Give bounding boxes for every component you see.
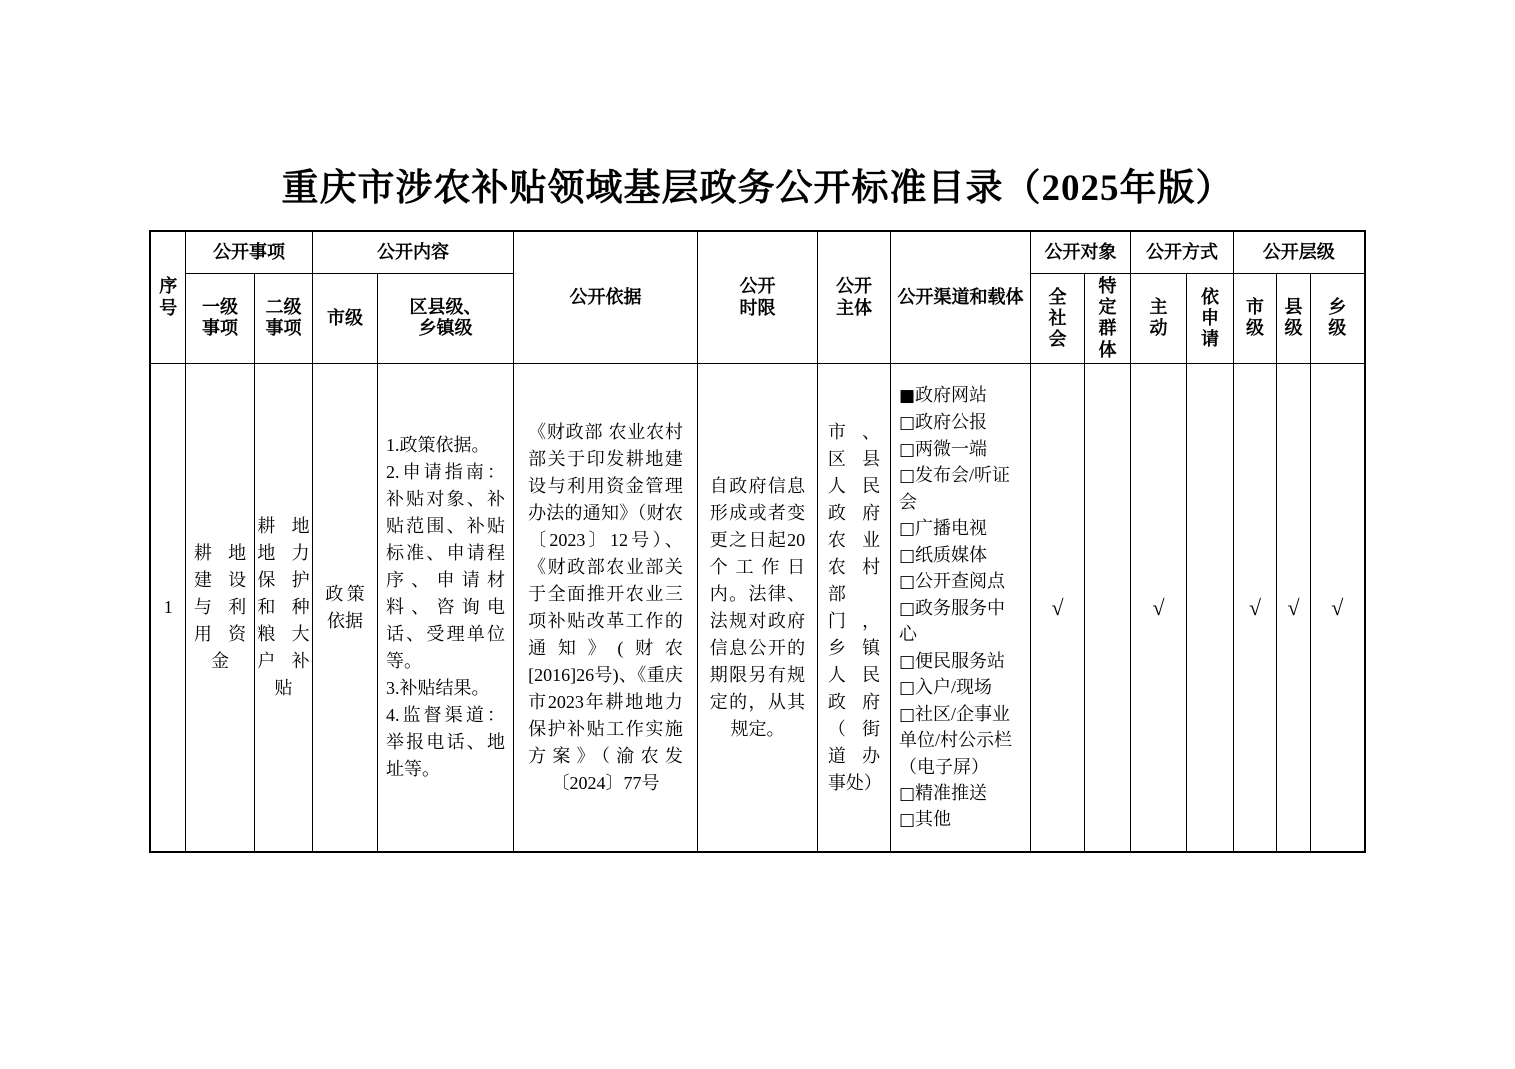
header-seq-label: 序号 [159,276,178,318]
channel-label: 纸质媒体 [915,544,988,565]
channel-label: 政府网站 [915,385,988,406]
channel-label: 社区/企事业单位/村公示栏（电子屏） [898,703,1012,777]
header-group-items: 公开事项 [185,231,312,273]
header-group-method: 公开方式 [1130,231,1233,273]
checkbox-unchecked-icon: □ [898,439,916,460]
header-row-1 [150,231,1364,273]
table-row [150,363,1364,852]
checkbox-unchecked-icon: □ [898,678,916,699]
cell-basis [513,363,697,852]
channel-label: 入户/现场 [915,677,993,698]
checkbox-unchecked-icon: □ [898,704,916,725]
mark-proactive: √ [1130,363,1186,852]
channel-item [899,382,1022,409]
mark-all-society: √ [1030,363,1084,852]
channel-item [899,568,1022,595]
header-all-society-label: 全社会 [1048,286,1067,349]
mark-tier-city: √ [1233,363,1276,852]
header-specific-groups-label: 特定群体 [1098,275,1117,360]
channel-item [899,780,1022,807]
cell-time-limit [697,363,817,852]
channel-label: 广播电视 [915,517,988,538]
channel-item [899,648,1022,675]
cell-subject-text: 市、区县人民政府农业农村部门，乡镇人民政府（街道办事处） [827,421,882,793]
cell-channels [890,363,1030,852]
checkbox-unchecked-icon: □ [898,412,916,433]
cell-county-content [377,363,513,852]
channel-item [899,806,1022,833]
checkbox-unchecked-icon: □ [898,545,916,566]
header-level1-label: 一级事项 [201,297,238,339]
disclosure-standards-table [149,230,1365,853]
header-on-request [1186,273,1233,363]
channel-label: 政务服务中心 [898,597,1006,645]
channel-label: 公开查阅点 [915,571,1006,592]
header-time-limit [697,231,817,363]
page-title: 重庆市涉农补贴领域基层政务公开标准目录（2025年版） [281,168,1234,209]
header-group-content: 公开内容 [312,231,513,273]
cell-level2-text: 耕地地力保护和种粮大户补贴 [257,516,310,699]
county-content-item: 4.监督渠道：举报电话、地址等。 [385,705,505,780]
header-group-tier: 公开层级 [1233,231,1364,273]
header-specific-groups [1084,273,1130,363]
channel-label: 两微一端 [915,438,988,459]
header-level2-label: 二级事项 [265,297,302,339]
county-content-item: 1.政策依据。 [385,435,490,456]
channel-label: 便民服务站 [915,650,1006,671]
channel-item [899,409,1022,436]
header-tier-city [1233,273,1276,363]
checkbox-unchecked-icon: □ [898,783,916,804]
checkbox-unchecked-icon: □ [898,572,916,593]
document-page [0,167,1515,853]
channel-item [899,515,1022,542]
channel-item [899,674,1022,701]
header-city-level: 市级 [312,273,377,363]
header-tier-township [1310,273,1364,363]
header-seq [150,231,185,363]
channel-item [899,462,1022,515]
cell-seq: 1 [150,363,185,852]
header-group-audience: 公开对象 [1030,231,1130,273]
header-basis: 公开依据 [513,231,697,363]
mark-specific-groups [1084,363,1130,852]
channel-label: 政府公报 [915,411,988,432]
mark-tier-county: √ [1276,363,1310,852]
header-level1 [185,273,254,363]
cell-time-limit-text: 自政府信息形成或者变更之日起20个工作日内。法律、法规对政府信息公开的期限另有规定的，从其规定。 [709,475,806,739]
header-level2 [254,273,312,363]
cell-city-content [312,363,377,852]
header-tier-township-label: 乡级 [1328,297,1347,339]
header-time-limit-label: 公开时限 [739,276,776,318]
checkbox-unchecked-icon: □ [898,651,916,672]
checkbox-unchecked-icon: □ [898,466,916,487]
channel-item [899,701,1022,780]
cell-level1-text: 耕地建设与利用资金 [193,543,247,672]
header-proactive [1130,273,1186,363]
header-county-township-level [377,273,513,363]
cell-basis-text: 《财政部 农业农村部关于印发耕地建设与利用资金管理办法的通知》（财农〔2023〕12号）、《财政部农业部关于全面推开农业三项补贴改革工作的通知》(财农[2016]26号)、《重庆市2023年耕地地力保护补贴工作实施方案》（渝农发〔2024〕77号 [528,421,683,793]
checkbox-checked-icon: ■ [898,386,916,407]
header-tier-county [1276,273,1310,363]
header-on-request-label: 依申请 [1200,286,1219,349]
cell-level2 [254,363,312,852]
channel-item [899,595,1022,648]
checkbox-unchecked-icon: □ [898,518,916,539]
channel-item [899,542,1022,569]
mark-tier-township: √ [1310,363,1364,852]
header-tier-city-label: 市级 [1245,297,1264,339]
county-content-item: 2.申请指南：补贴对象、补贴范围、补贴标准、申请程序、申请材料、咨询电话、受理单位等。 [385,462,505,672]
cell-level1 [185,363,254,852]
county-content-item: 3.补贴结果。 [385,678,490,699]
mark-on-request [1186,363,1233,852]
header-county-township-label: 区县级、乡镇级 [409,297,482,339]
cell-subject [817,363,890,852]
channel-label: 发布会/听证会 [898,465,1011,512]
cell-city-content-text: 政策依据 [325,583,365,631]
channel-item [899,436,1022,463]
header-channels: 公开渠道和载体 [890,231,1030,363]
header-proactive-label: 主动 [1149,297,1168,339]
channel-label: 其他 [915,809,952,830]
header-subject-label: 公开主体 [835,276,872,318]
header-tier-county-label: 县级 [1284,297,1303,339]
header-all-society [1030,273,1084,363]
header-subject [817,231,890,363]
channel-label: 精准推送 [915,782,988,803]
checkbox-unchecked-icon: □ [898,598,916,619]
checkbox-unchecked-icon: □ [898,810,916,831]
